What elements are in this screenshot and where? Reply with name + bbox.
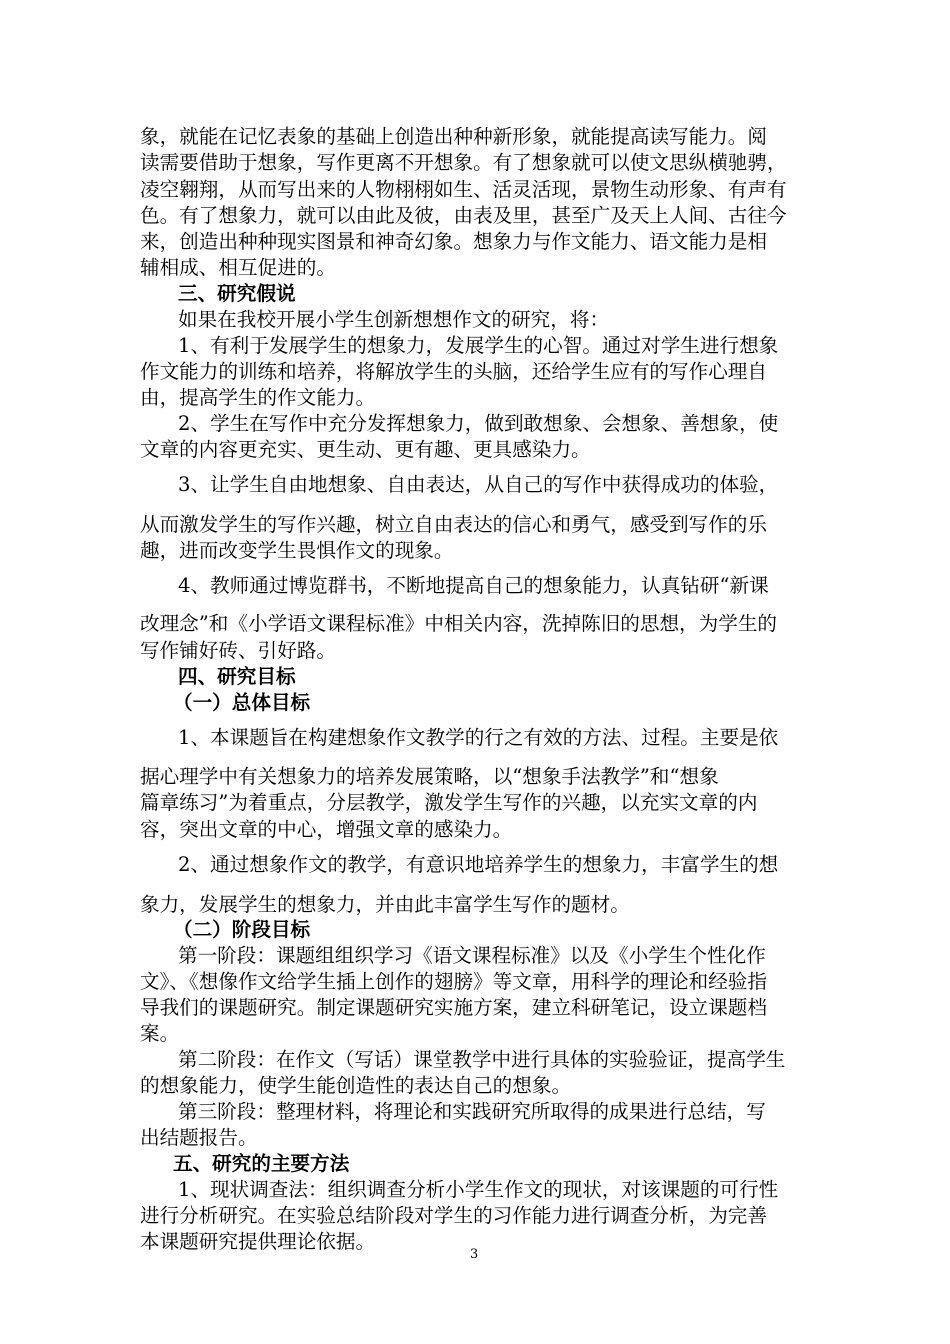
section-heading: 四、研究目标: [178, 665, 296, 688]
body-text-line: 作文能力的训练和培养，将解放学生的头脑，还给学生应有的写作心理自: [140, 360, 767, 383]
body-text-line: 导我们的课题研究。制定课题研究实施方案，建立科研笔记，设立课题档: [140, 996, 767, 1019]
body-text-line: 文》、《想像作文给学生插上创作的翅膀》等文章，用科学的理论和经验指: [140, 970, 767, 993]
body-text-line: 篇章练习”为着重点，分层教学，激发学生写作的兴趣，以充实文章的内: [140, 791, 758, 814]
body-text-line: 写作铺好砖、引好路。: [140, 639, 336, 662]
body-text-line: 案。: [140, 1022, 180, 1045]
body-text-line: 3、让学生自由地想象、自由表达，从自己的写作中获得成功的体验，: [178, 473, 779, 496]
body-text-line: 第二阶段：在作文（写话）课堂教学中进行具体的实验验证，提高学生: [178, 1048, 786, 1071]
body-text-line: 的想象能力，使学生能创造性的表达自己的想象。: [140, 1074, 572, 1097]
body-text-line: 由，提高学生的作文能力。: [140, 386, 376, 409]
page-number: 3: [470, 1247, 479, 1262]
body-text-line: 1、现状调查法：组织调查分析小学生作文的现状，对该课题的可行性: [178, 1178, 779, 1201]
body-text-line: 辅相成、相互促进的。: [140, 256, 336, 279]
body-text-line: 本课题研究提供理论依据。: [140, 1230, 376, 1253]
body-text-line: 1、本课题旨在构建想象作文教学的行之有效的方法、过程。主要是依: [178, 726, 779, 749]
body-text-line: 读需要借助于想象，写作更离不开想象。有了想象就可以使文思纵横驰骋，: [140, 151, 787, 174]
section-heading: 五、研究的主要方法: [173, 1152, 350, 1175]
section-heading: 三、研究假说: [178, 282, 296, 305]
body-text-line: 象，就能在记忆表象的基础上创造出种种新形象，就能提高读写能力。阅: [140, 125, 767, 148]
body-text-line: 第三阶段：整理材料，将理论和实践研究所取得的成果进行总结，写: [178, 1100, 766, 1123]
body-text-line: 进行分析研究。在实验总结阶段对学生的习作能力进行调查分析，为完善: [140, 1204, 767, 1227]
body-text-line: 象力，发展学生的想象力，并由此丰富学生写作的题材。: [140, 893, 630, 916]
body-text-line: 色。有了想象力，就可以由此及彼，由表及里，甚至广及天上人间、古往今: [140, 204, 787, 227]
body-text-line: 出结题报告。: [140, 1126, 258, 1149]
body-text-line: 据心理学中有关想象力的培养发展策略，以“想象手法教学”和“想象: [140, 765, 719, 788]
body-text-line: 4、教师通过博览群书，不断地提高自己的想象能力，认真钻研“新课: [178, 574, 769, 597]
body-text-line: 趣，进而改变学生畏惧作文的现象。: [140, 539, 454, 562]
body-text-line: 文章的内容更充实、更生动、更有趣、更具感染力。: [140, 438, 591, 461]
body-text-line: 容，突出文章的中心，增强文章的感染力。: [140, 818, 513, 841]
body-text-line: 如果在我校开展小学生创新想想作文的研究，将：: [178, 308, 610, 331]
body-text-line: 来，创造出种种现实图景和神奇幻象。想象力与作文能力、语文能力是相: [140, 230, 767, 253]
body-text-line: 第一阶段：课题组组织学习《语文课程标准》以及《小学生个性化作: [178, 944, 766, 967]
body-text-line: 1、有利于发展学生的想象力，发展学生的心智。通过对学生进行想象: [178, 334, 779, 357]
subsection-heading: （一）总体目标: [173, 691, 311, 714]
body-text-line: 2、通过想象作文的教学，有意识地培养学生的想象力，丰富学生的想: [178, 853, 779, 876]
body-text-line: 改理念”和《小学语文课程标准》中相关内容，洗掉陈旧的思想，为学生的: [140, 612, 778, 635]
body-text-line: 2、学生在写作中充分发挥想象力，做到敢想象、会想象、善想象，使: [178, 412, 779, 435]
body-text-line: 凌空翱翔，从而写出来的人物栩栩如生、活灵活现，景物生动形象、有声有: [140, 178, 787, 201]
body-text-line: 从而激发学生的写作兴趣，树立自由表达的信心和勇气，感受到写作的乐: [140, 513, 767, 536]
subsection-heading: （二）阶段目标: [173, 918, 311, 941]
